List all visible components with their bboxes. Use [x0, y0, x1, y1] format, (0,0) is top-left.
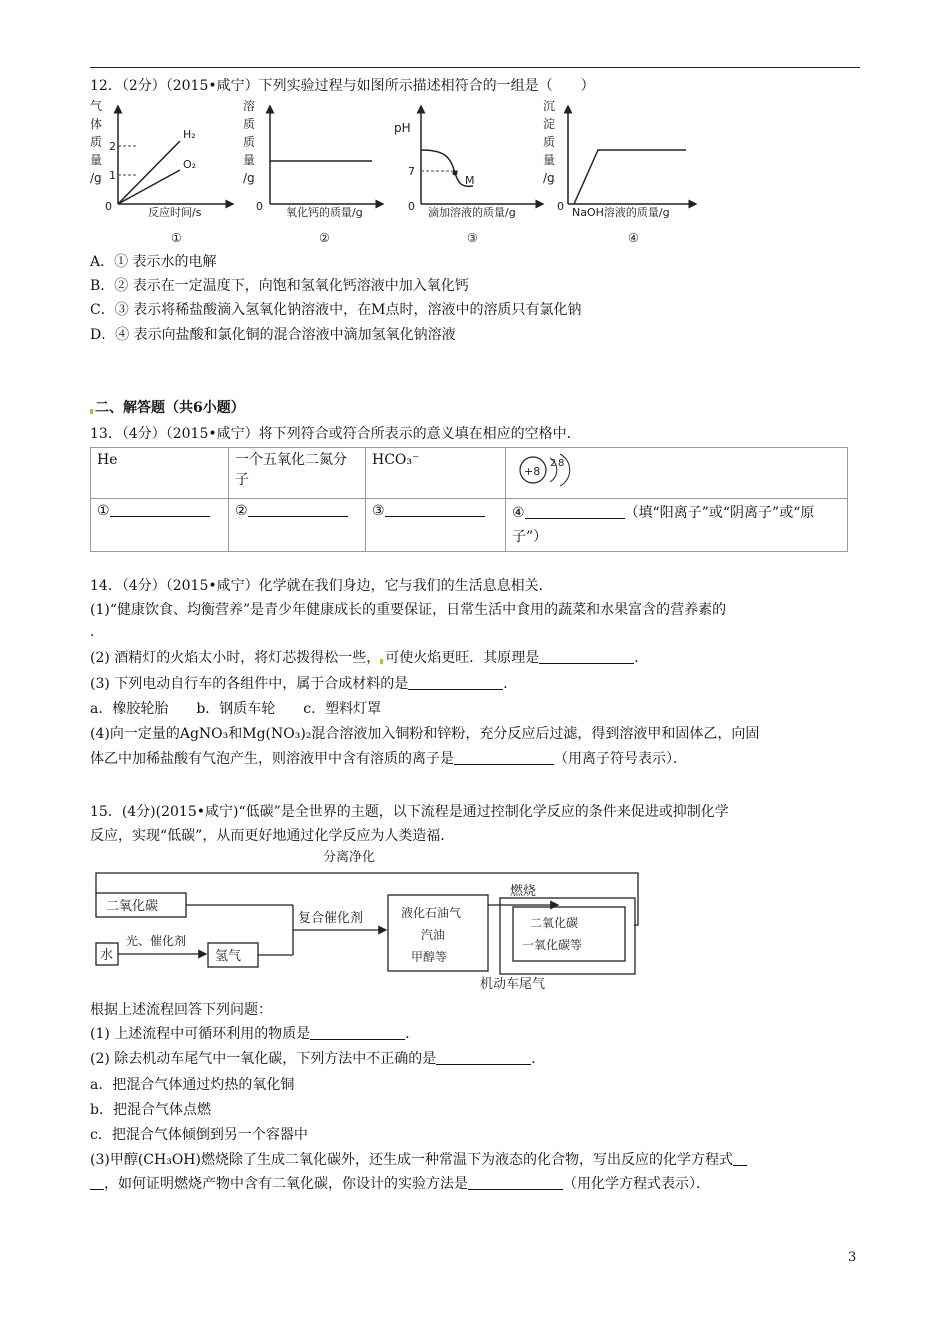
q15-option-c: c．把混合气体倾倒到另一个容器中	[90, 1127, 308, 1143]
g2-num: ②	[319, 231, 330, 245]
flow-top-label: 分离净化	[323, 850, 376, 865]
q13-table: He 一个五氧化二氮分子 HCO₃⁻ +8 2 8 ① ② ③ ④ （填“阳离子”或“阴离子”或“原子”）	[90, 447, 848, 552]
q14-p2: (2) 酒精灯的火焰太小时，将灯芯拨得松一些， 可使火焰更旺．其原理是 ．	[90, 650, 649, 666]
q15-p1: (1) 上述流程中可循环利用的物质是 ．	[90, 1026, 420, 1042]
flow-light: 光、催化剂	[126, 934, 187, 948]
q15-p2: (2) 除去机动车尾气中一氧化碳，下列方法中不正确的是 ．	[90, 1051, 546, 1067]
g1-tick-1: 1	[109, 169, 116, 182]
q13-cell-hco3: HCO₃⁻	[366, 448, 506, 499]
g3-origin: 0	[408, 200, 415, 213]
q15-option-b: b．把混合气体点燃	[90, 1102, 211, 1118]
q14-p1: (1)“健康饮食、均衡营养”是青少年健康成长的重要保证，日常生活中食用的蔬菜和水果富含的营养素的	[90, 602, 727, 618]
q14-stem: 14．（4分）（2015•咸宁）化学就在我们身边，它与我们的生活息息相关．	[90, 578, 553, 594]
svg-text:质: 质	[90, 135, 103, 149]
flow-exhaust: 机动车尾气	[480, 977, 546, 990]
q13-stem: 13．（4分）（2015•咸宁）将下列符合或符合所表示的意义填在相应的空格中．	[90, 426, 581, 442]
g1-ylabel: 气	[90, 99, 103, 113]
atom-shell-2: 8	[558, 458, 565, 469]
g3-point-m: M	[465, 174, 475, 187]
svg-text:质: 质	[243, 117, 256, 131]
q14-p4a: (4)向一定量的AgNO₃和Mg(NO₃)₂混合溶液加入铜粉和锌粉，充分反应后过滤，得到溶液甲和固体乙，向固	[90, 726, 760, 742]
q14-blank-2[interactable]	[539, 649, 634, 664]
flow-fuel-3: 甲醇等	[411, 950, 448, 964]
flow-burn: 燃烧	[510, 884, 537, 899]
flow-water: 水	[100, 948, 114, 963]
atom-nucleus: +8	[524, 465, 541, 478]
q15-stem-2: 反应，实现“低碳”，从而更好地通过化学反应为人类造福．	[90, 828, 455, 844]
graph-3	[394, 106, 543, 245]
g3-tick-7: 7	[408, 165, 415, 178]
page-number: 3	[848, 1250, 857, 1265]
q15-blank-2[interactable]	[436, 1050, 531, 1065]
q14-p3: (3) 下列电动自行车的各组件中，属于合成材料的是 ．	[90, 676, 518, 692]
q12-option-b: B．② 表示在一定温度下，向饱和氢氧化钙溶液中加入氧化钙	[90, 278, 469, 294]
q12-option-c: C．③ 表示将稀盐酸滴入氢氧化钠溶液中，在M点时，溶液中的溶质只有氯化钠	[90, 302, 582, 318]
q15-stem-1: 15．(4分)(2015•咸宁)“低碳”是全世界的主题，以下流程是通过控制化学反应的条件来促进或抑制化学	[90, 804, 729, 820]
g1-curve-h2: H₂	[183, 128, 196, 141]
svg-text:质: 质	[543, 135, 556, 149]
q13-cell-he: He	[91, 448, 229, 499]
graph-2	[243, 98, 383, 245]
q14-blank-3[interactable]	[408, 675, 503, 690]
svg-text:质: 质	[243, 135, 256, 149]
q15-blank-3a[interactable]	[733, 1151, 747, 1166]
g1-curve-o2: O₂	[183, 158, 197, 171]
q15-p3b: ，如何证明燃烧产物中含有二氧化碳，你设计的实验方法是 （用化学方程式表示）．	[90, 1174, 710, 1194]
g4-xlabel: NaOH溶液的质量/g	[572, 206, 670, 219]
q13-blank-2[interactable]	[248, 502, 348, 517]
header-rule	[90, 67, 860, 68]
q12-stem: 12．（2分）（2015•咸宁）下列实验过程与如图所示描述相符合的一组是（ ）	[90, 78, 595, 94]
g1-origin: 0	[105, 200, 112, 213]
g4-origin: 0	[557, 200, 564, 213]
graph-1	[90, 98, 233, 245]
flow-fuel-1: 液化石油气	[401, 906, 462, 920]
flow-product-1: 二氧化碳	[530, 916, 579, 930]
q14-blank-4[interactable]	[454, 750, 554, 765]
q14-p3-options: a．橡胶轮胎 b．钢质车轮 c．塑料灯罩	[90, 701, 382, 717]
flow-h2: 氢气	[215, 949, 242, 964]
q14-p4b: 体乙中加稀盐酸有气泡产生，则溶液甲中含有溶质的离子是 （用离子符号表示）．	[90, 751, 687, 767]
svg-text:淀: 淀	[543, 117, 556, 131]
g2-xlabel: 氧化钙的质量/g	[286, 206, 363, 219]
q15-flow-diagram	[88, 845, 648, 990]
q13-fill-hint: （填“阳离子”或“阴离子”或“原子”）	[512, 505, 815, 545]
g1-tick-2: 2	[109, 140, 116, 153]
g3-xlabel: 滴加溶液的质量/g	[428, 206, 516, 219]
q14-p1-end: ．	[90, 624, 104, 640]
svg-text:/g: /g	[243, 171, 255, 185]
flow-co2: 二氧化碳	[106, 899, 159, 914]
g2-origin: 0	[256, 200, 263, 213]
q12-option-a: A．① 表示水的电解	[90, 254, 217, 270]
flow-catalyst: 复合催化剂	[298, 911, 364, 926]
q12-option-d: D．④ 表示向盐酸和氯化铜的混合溶液中滴加氢氧化钠溶液	[90, 327, 456, 343]
svg-text:量: 量	[90, 153, 103, 167]
g1-xlabel: 反应时间/s	[148, 206, 202, 219]
section-heading: 二、解答题（共6小题）	[90, 398, 245, 418]
q13-blank-1[interactable]	[110, 502, 210, 517]
q15-blank-3b[interactable]	[90, 1175, 104, 1190]
g4-num: ④	[628, 231, 639, 245]
graph-4	[543, 99, 696, 245]
atom-shell-1: 2	[550, 458, 557, 469]
svg-text:量: 量	[243, 153, 256, 167]
q15-intro: 根据上述流程回答下列问题：	[90, 1002, 272, 1018]
svg-text:/g: /g	[90, 171, 102, 185]
atom-structure-diagram	[506, 448, 586, 492]
q12-graphs	[88, 98, 708, 248]
flow-product-2: 一氧化碳等	[522, 938, 583, 952]
svg-text:体: 体	[90, 117, 103, 131]
svg-text:溶: 溶	[243, 99, 256, 113]
q15-blank-4[interactable]	[468, 1175, 563, 1190]
q13-blank-3[interactable]	[385, 502, 485, 517]
svg-text:量: 量	[543, 153, 556, 167]
q15-blank-1[interactable]	[310, 1025, 405, 1040]
q13-cell-atom	[506, 448, 848, 499]
svg-text:沉: 沉	[543, 99, 556, 113]
g3-ylabel: pH	[394, 121, 411, 135]
svg-text:/g: /g	[543, 171, 555, 185]
flow-fuel-2: 汽油	[421, 928, 446, 942]
q13-cell-n2o5: 一个五氧化二氮分子	[229, 448, 366, 499]
q15-p3a: (3)甲醇(CH₃OH)燃烧除了生成二氧化碳外，还生成一种常温下为液态的化合物，写出反应的化学方程式	[90, 1150, 747, 1170]
g3-num: ③	[467, 231, 478, 245]
q15-option-a: a．把混合气体通过灼热的氧化铜	[90, 1077, 295, 1093]
g1-num: ①	[171, 231, 182, 245]
q13-blank-4[interactable]	[525, 504, 625, 519]
